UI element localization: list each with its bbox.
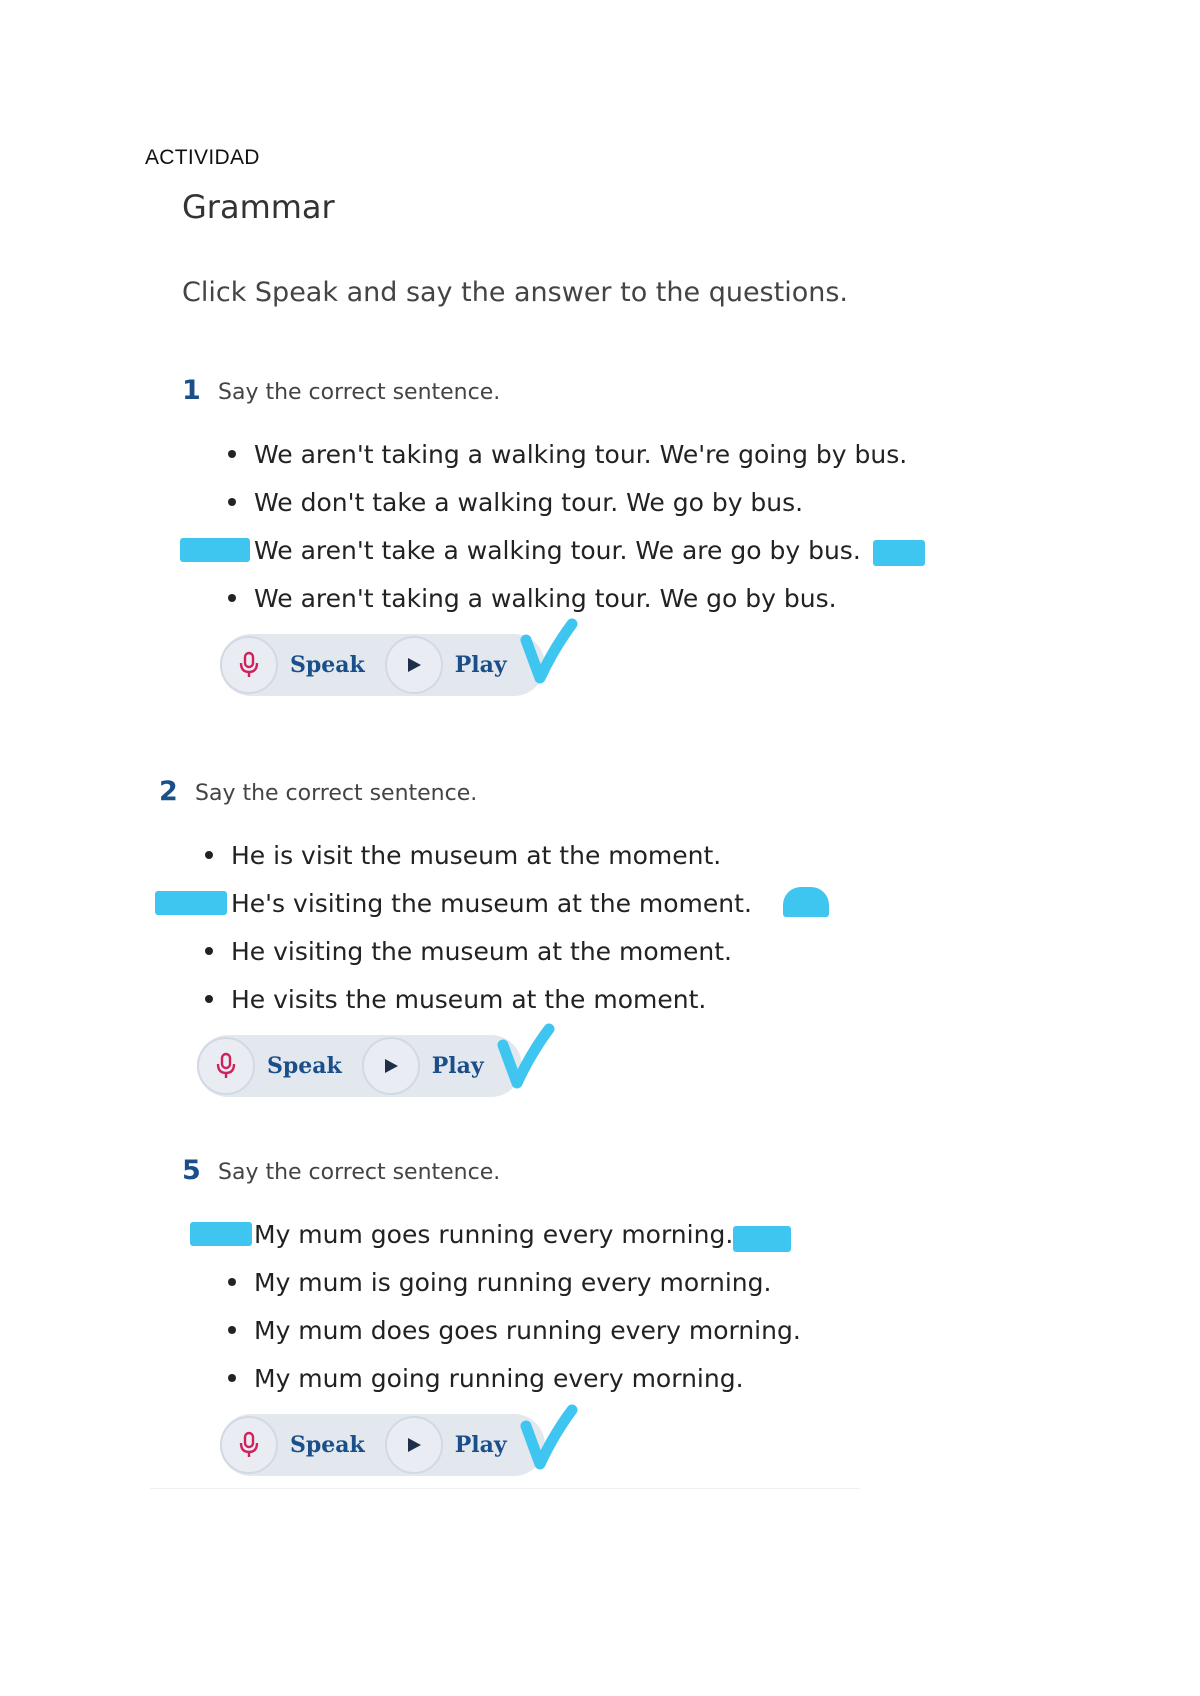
- option-text: My mum is going running every morning.: [254, 1267, 772, 1297]
- highlight-mark: [180, 538, 250, 562]
- instruction-text: Click Speak and say the answer to the questions.: [182, 277, 848, 308]
- microphone-icon: [220, 1416, 278, 1474]
- option-text: He visiting the museum at the moment.: [231, 936, 732, 966]
- option-4[interactable]: [228, 1354, 801, 1402]
- option-text: He is visit the museum at the moment.: [231, 840, 722, 870]
- play-icon: [385, 1416, 443, 1474]
- options-list: [228, 1210, 801, 1402]
- option-3[interactable]: [228, 1306, 801, 1354]
- speak-button[interactable]: [220, 636, 385, 694]
- option-1[interactable]: [205, 831, 752, 879]
- speak-button[interactable]: [197, 1037, 362, 1095]
- option-2[interactable]: [228, 1258, 801, 1306]
- question-5: [182, 1155, 801, 1476]
- question-number: 2: [159, 776, 178, 807]
- option-3[interactable]: [228, 526, 907, 574]
- control-pill: [220, 634, 545, 696]
- highlight-mark: [733, 1226, 791, 1252]
- bullet: [228, 1374, 236, 1382]
- bullet: [205, 995, 213, 1003]
- play-button[interactable]: [385, 636, 527, 694]
- audio-controls: [220, 634, 907, 696]
- option-1[interactable]: [228, 1210, 801, 1258]
- option-text: My mum going running every morning.: [254, 1363, 744, 1393]
- highlight-mark: [155, 891, 227, 915]
- options-list: [228, 430, 907, 622]
- play-icon: [362, 1037, 420, 1095]
- control-pill: [197, 1035, 522, 1097]
- option-text: He visits the museum at the moment.: [231, 984, 707, 1014]
- bullet: [205, 947, 213, 955]
- option-2[interactable]: [228, 478, 907, 526]
- control-pill: [220, 1414, 545, 1476]
- highlight-mark: [190, 1222, 252, 1246]
- question-prompt: Say the correct sentence.: [218, 1160, 501, 1185]
- bullet: [228, 450, 236, 458]
- speak-label: Speak: [290, 1432, 365, 1458]
- bullet: [228, 1326, 236, 1334]
- microphone-icon: [197, 1037, 255, 1095]
- microphone-icon: [220, 636, 278, 694]
- play-button[interactable]: [385, 1416, 527, 1474]
- bullet: [205, 851, 213, 859]
- play-button[interactable]: [362, 1037, 504, 1095]
- option-4[interactable]: [205, 975, 752, 1023]
- highlight-mark: [783, 887, 829, 917]
- bullet: [228, 1278, 236, 1286]
- question-prompt: Say the correct sentence.: [218, 380, 501, 405]
- option-text: We don't take a walking tour. We go by bus.: [254, 487, 804, 517]
- option-text: We aren't take a walking tour. We are go by bus.: [254, 535, 861, 565]
- option-3[interactable]: [205, 927, 752, 975]
- checkmark-icon: [520, 1404, 580, 1474]
- play-label: Play: [454, 652, 507, 678]
- option-text: We aren't taking a walking tour. We go by bus.: [254, 583, 837, 613]
- checkmark-icon: [520, 618, 580, 688]
- question-number: 5: [182, 1155, 201, 1186]
- bullet: [228, 594, 236, 602]
- option-2[interactable]: [205, 879, 752, 927]
- play-icon: [385, 636, 443, 694]
- play-label: Play: [454, 1432, 507, 1458]
- checkmark-icon: [497, 1023, 557, 1093]
- activity-label: ACTIVIDAD: [145, 146, 260, 169]
- speak-label: Speak: [267, 1053, 342, 1079]
- bullet: [228, 498, 236, 506]
- option-text: My mum goes running every morning.: [254, 1219, 734, 1249]
- option-text: My mum does goes running every morning.: [254, 1315, 801, 1345]
- option-text: We aren't taking a walking tour. We're going by bus.: [254, 439, 908, 469]
- options-list: [205, 831, 752, 1023]
- question-1: [182, 375, 907, 696]
- speak-button[interactable]: [220, 1416, 385, 1474]
- divider: [150, 1488, 860, 1489]
- play-label: Play: [431, 1053, 484, 1079]
- audio-controls: [220, 1414, 801, 1476]
- option-4[interactable]: [228, 574, 907, 622]
- section-title: Grammar: [182, 188, 335, 226]
- speak-label: Speak: [290, 652, 365, 678]
- audio-controls: [197, 1035, 752, 1097]
- option-text: He's visiting the museum at the moment.: [231, 888, 752, 918]
- question-number: 1: [182, 375, 201, 406]
- highlight-mark: [873, 540, 925, 566]
- question-2: [159, 776, 752, 1097]
- option-1[interactable]: [228, 430, 907, 478]
- question-prompt: Say the correct sentence.: [195, 781, 478, 806]
